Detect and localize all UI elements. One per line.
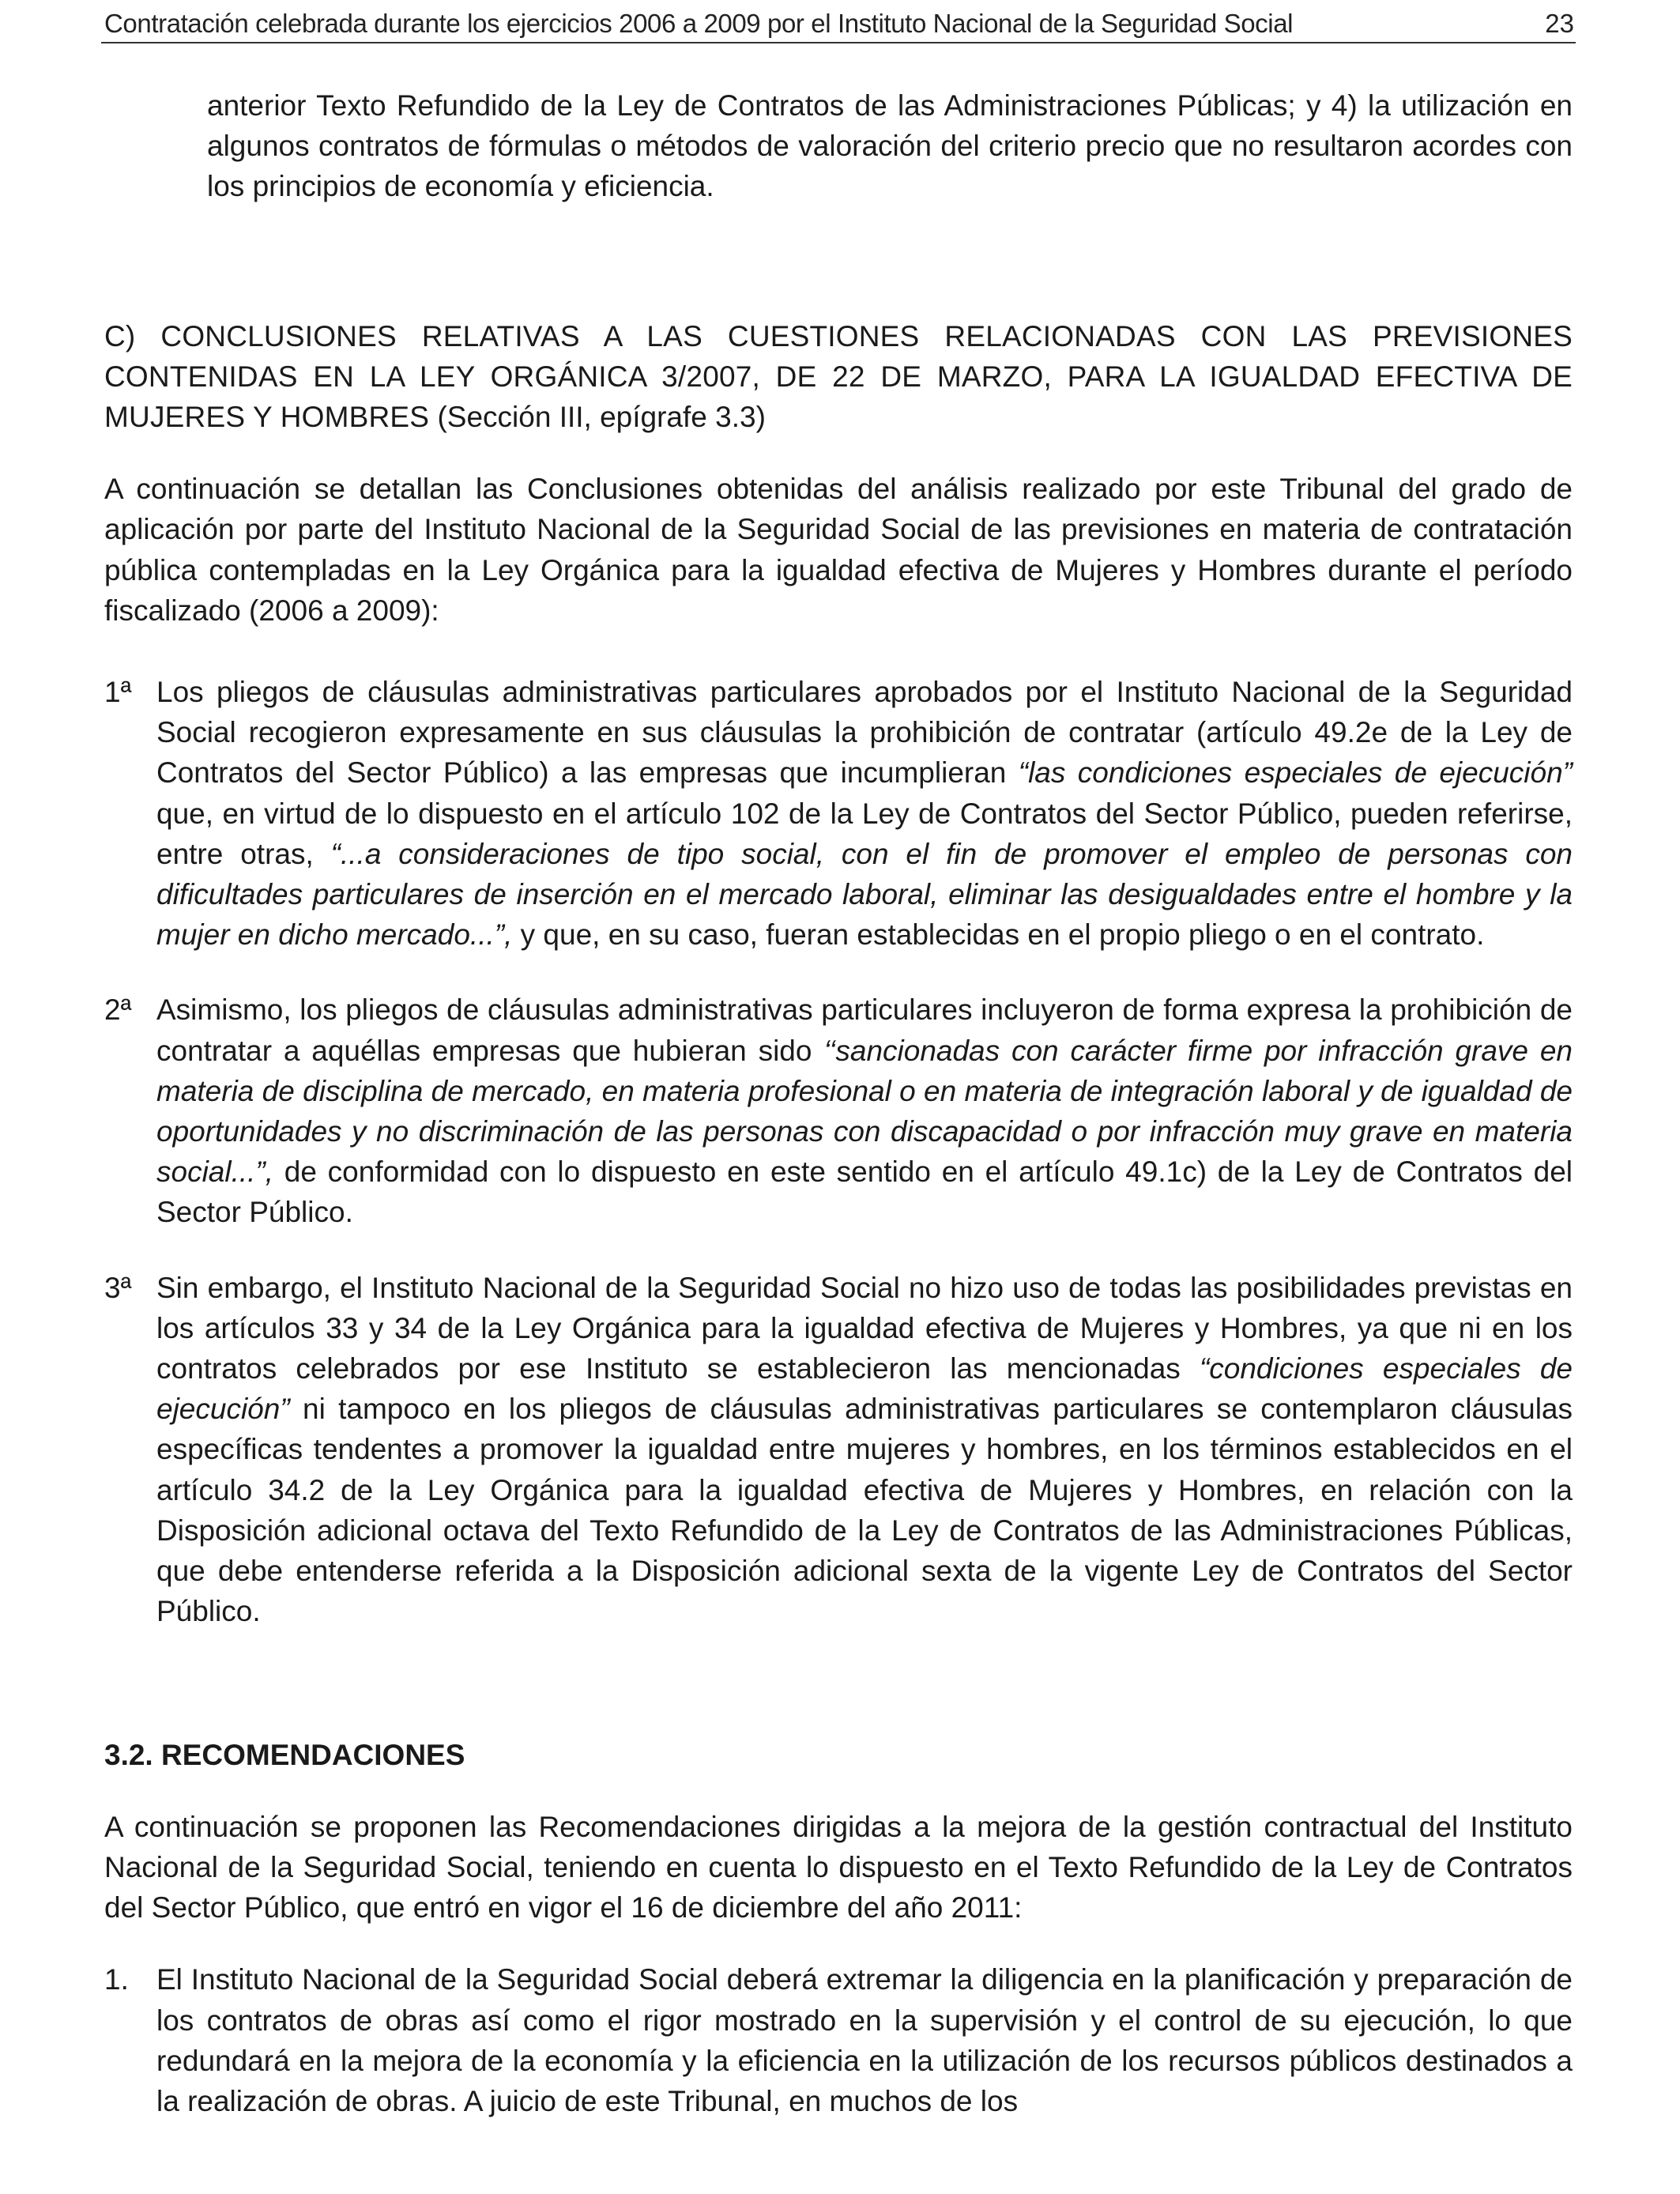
conclusion-text-part: Los pliegos de cláusulas administrativas particulares aprobados por el Instituto Nacional de la Seguridad Social recogieron expresamente en sus cláusulas la prohibición de contratar (artículo 49.2e de la Ley de Contratos del Sector Público) a las empresas que incumplieran: [156, 676, 1573, 790]
section-c-heading-reference: (Sección III, epígrafe 3.3): [429, 401, 766, 434]
recommendation-item: [104, 1959, 1573, 2121]
conclusions-list: [104, 672, 1573, 1631]
conclusion-text-part: Sin embargo, el Instituto Nacional de la Seguridad Social no hizo uso de todas las posibilidades previstas en los artículos 33 y 34 de la Ley Orgánica para la igualdad efectiva de Mujeres y Hombres, ya que ni en los contratos celebrados por ese Instituto se establecieron las mencionadas: [156, 1271, 1573, 1385]
conclusion-quote: “las condiciones especiales de ejecución”: [1018, 756, 1573, 790]
conclusion-text: [156, 990, 1573, 1232]
page-number: 23: [1545, 9, 1574, 38]
conclusion-item: [104, 1268, 1573, 1632]
conclusion-quote: “...a consideraciones de tipo social, con el fin de promover el empleo de personas con dificultades particulares de inserción en el mercado laboral, eliminar las desigualdades entre el hombre y la mujer en dicho mercado...”,: [156, 837, 1573, 952]
conclusion-text: [156, 1268, 1573, 1632]
conclusion-number: 2ª: [104, 993, 132, 1027]
conclusion-number: 3ª: [104, 1271, 132, 1304]
conclusion-text-part: Asimismo, los pliegos de cláusulas administrativas particulares incluyeron de forma expresa la prohibición de contratar a aquéllas empresas que hubieran sido: [156, 993, 1573, 1067]
section-c-heading: [104, 316, 1573, 438]
conclusion-text-part: que, en virtud de lo dispuesto en el artículo 102 de la Ley de Contratos del Sector Público, pueden referirse, entre otras,: [156, 797, 1573, 870]
conclusion-text-part: ni tampoco en los pliegos de cláusulas administrativas particulares se contemplaron cláusulas específicas tendentes a promover la igualdad entre mujeres y hombres, en los términos establecidos en el artículo 34.2 de la Ley Orgánica para la igualdad efectiva de Mujeres y Hombres, en relación con la Disposición adicional octava del Texto Refundido de la Ley de Contratos de las Administraciones Públicas, que debe entenderse referida a la Disposición adicional sexta de la vigente Ley de Contratos del Sector Público.: [156, 1393, 1573, 1628]
conclusion-text-part: de conformidad con lo dispuesto en este sentido en el artículo 49.1c) de la Ley de Contratos del Sector Público.: [156, 1155, 1573, 1229]
running-header: [104, 6, 1574, 43]
intro-continuation-paragraph: anterior Texto Refundido de la Ley de Contratos de las Administraciones Públicas; y 4) la utilización en algunos contratos de fórmulas o métodos de valoración del criterio precio que no resultaron acordes con los principios de economía y eficiencia.: [207, 89, 1573, 203]
running-header-title: Contratación celebrada durante los ejercicios 2006 a 2009 por el Instituto Nacional de la Seguridad Social: [104, 9, 1294, 38]
conclusion-item: [104, 990, 1573, 1232]
recommendations-intro-paragraph: A continuación se proponen las Recomendaciones dirigidas a la mejora de la gestión contractual del Instituto Nacional de la Seguridad Social, teniendo en cuenta lo dispuesto en el Texto Refundido de la Ley de Contratos del Sector Público, que entró en vigor el 16 de diciembre del año 2011:: [104, 1810, 1573, 1924]
section-c-heading-text: C) CONCLUSIONES RELATIVAS A LAS CUESTIONES RELACIONADAS CON LAS PREVISIONES CONTENIDAS EN LA LEY ORGÁNICA 3/2007, DE 22 DE MARZO, PARA LA IGUALDAD EFECTIVA DE MUJERES Y HOMBRES: [104, 319, 1573, 434]
recommendation-number: 1.: [104, 1963, 129, 1996]
conclusion-text-part: y que, en su caso, fueran establecidas en el propio pliego o en el contrato.: [512, 918, 1485, 952]
header-rule: [101, 42, 1576, 43]
recommendation-text: El Instituto Nacional de la Seguridad Social deberá extremar la diligencia en la planificación y preparación de los contratos de obras así como el rigor mostrado en la supervisión y el control de su ejecución, lo que redundará en la mejora de la economía y la eficiencia en la utilización de los recursos públicos destinados a la realización de obras. A juicio de este Tribunal, en muchos de los: [156, 1963, 1573, 2117]
conclusion-quote: ‘‘sancionadas con carácter firme por infracción grave en materia de disciplina de mercado, en materia profesional o en materia de integración laboral y de igualdad de oportunidades y no discriminación de las personas con discapacidad o por infracción muy grave en materia social...”,: [156, 1034, 1573, 1189]
conclusion-text: [156, 672, 1573, 955]
conclusion-item: [104, 672, 1573, 955]
conclusion-number: 1ª: [104, 676, 132, 709]
document-body: [104, 85, 1573, 2121]
section-heading: 3.2. RECOMENDACIONES: [104, 1738, 465, 1771]
conclusion-quote: “condiciones especiales de ejecución”: [156, 1352, 1573, 1426]
section-c-intro-paragraph: A continuación se detallan las Conclusiones obtenidas del análisis realizado por este Tribunal del grado de aplicación por parte del Instituto Nacional de la Seguridad Social de las previsiones en materia de contratación pública contempladas en la Ley Orgánica para la igualdad efectiva de Mujeres y Hombres durante el período fiscalizado (2006 a 2009):: [104, 473, 1573, 627]
